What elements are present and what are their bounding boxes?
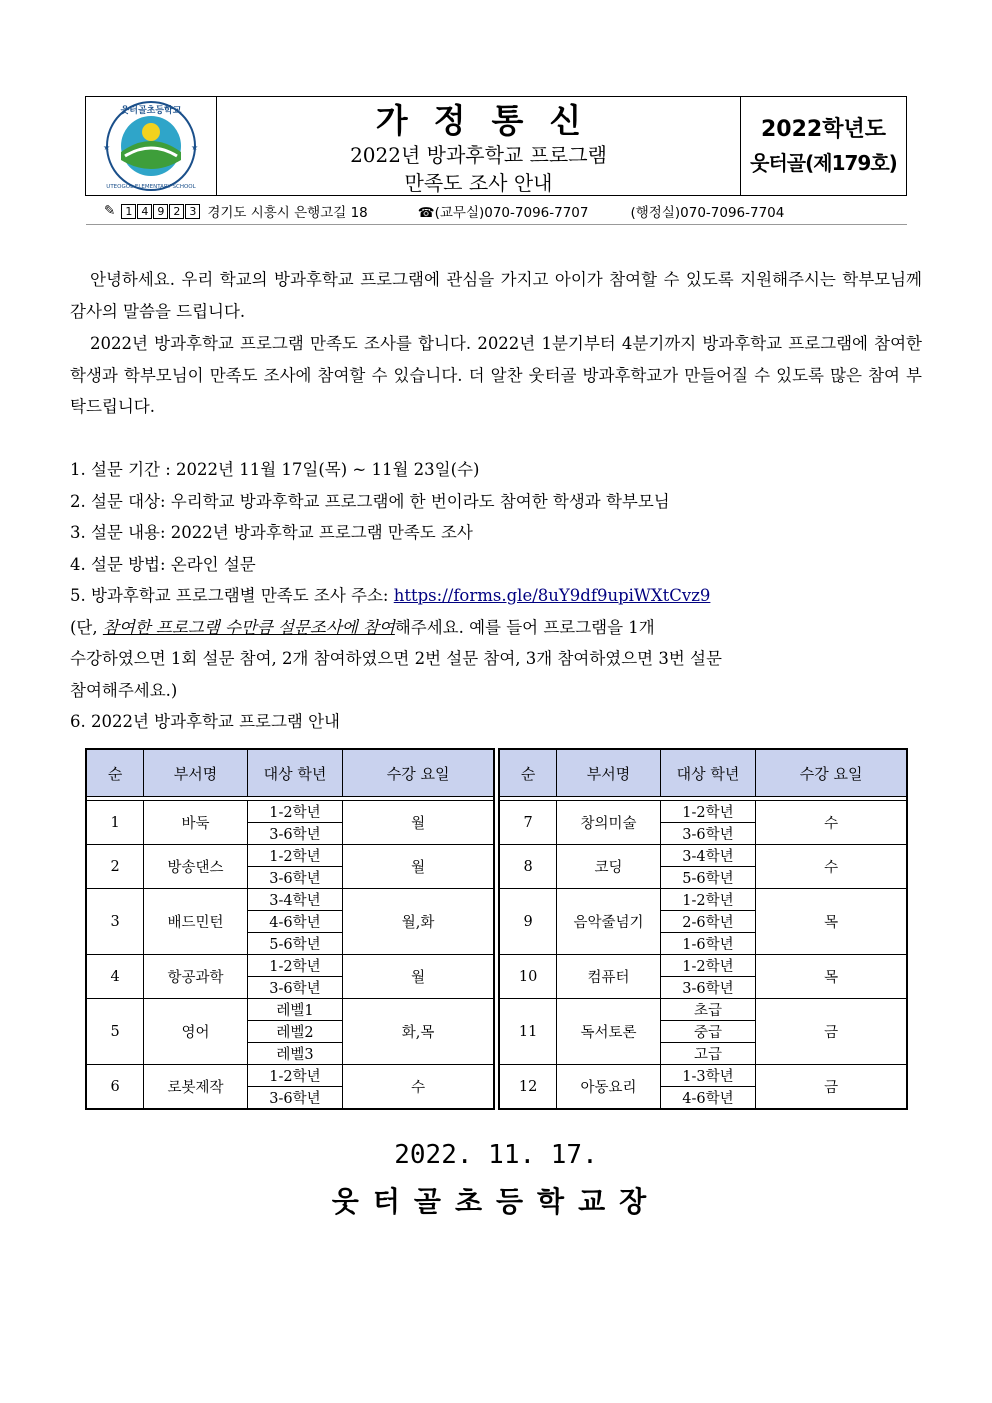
program-grade: 1-2학년 xyxy=(660,889,756,911)
issue-date: 2022. 11. 17. xyxy=(394,1140,598,1170)
table-row xyxy=(499,801,907,823)
program-grade: 레벨1 xyxy=(247,999,343,1021)
program-grade: 고급 xyxy=(660,1043,756,1065)
school-year: 2022학년도 xyxy=(761,117,886,142)
mail-icon: ✎ xyxy=(104,203,116,219)
program-number: 10 xyxy=(499,955,557,999)
item-method: 4. 설문 방법: 온라인 설문 xyxy=(70,554,256,574)
item-target: 2. 설문 대상: 우리학교 방과후학교 프로그램에 한 번이라도 참여한 학생과 학부모님 xyxy=(70,491,670,511)
program-day: 월 xyxy=(343,801,494,845)
note-line2: 수강하였으면 1회 설문 참여, 2개 참여하였으면 2번 설문 참여, 3개 참여하였으면 3번 설문 xyxy=(70,649,722,668)
svg-text:★: ★ xyxy=(103,143,111,152)
program-grade: 1-6학년 xyxy=(660,933,756,955)
divider xyxy=(86,224,907,225)
program-grade: 1-2학년 xyxy=(247,1065,343,1087)
program-grade: 중급 xyxy=(660,1021,756,1043)
program-number: 9 xyxy=(499,889,557,955)
program-name: 코딩 xyxy=(557,845,660,889)
street-address: 경기도 시흥시 은행고길 18 xyxy=(207,205,368,221)
program-grade: 3-6학년 xyxy=(660,823,756,845)
program-grade: 5-6학년 xyxy=(247,933,343,955)
program-name: 방송댄스 xyxy=(144,845,247,889)
item-program-guide: 6. 2022년 방과후학교 프로그램 안내 xyxy=(70,712,340,731)
table-row xyxy=(499,889,907,911)
program-grade: 3-4학년 xyxy=(247,889,343,911)
table-header-cell: 부서명 xyxy=(144,749,247,797)
program-grade: 3-6학년 xyxy=(247,867,343,889)
table-row xyxy=(499,999,907,1021)
table-row xyxy=(86,955,494,977)
program-name: 음악줄넘기 xyxy=(557,889,660,955)
program-grade: 1-3학년 xyxy=(660,1065,756,1087)
program-number: 4 xyxy=(86,955,144,999)
header-title-block xyxy=(217,97,741,195)
program-number: 12 xyxy=(499,1065,557,1110)
program-name: 배드민턴 xyxy=(144,889,247,955)
program-table-left xyxy=(85,748,495,1110)
zip-digit: 1 xyxy=(121,204,136,219)
issue-number: 웃터골(제179호) xyxy=(750,151,897,175)
program-grade: 레벨3 xyxy=(247,1043,343,1065)
program-number: 3 xyxy=(86,889,144,955)
program-day: 수 xyxy=(756,801,907,845)
table-header-cell: 수강 요일 xyxy=(343,749,494,797)
zip-code xyxy=(121,204,201,219)
program-grade: 3-6학년 xyxy=(247,823,343,845)
table-row xyxy=(86,845,494,867)
table-header-cell: 대상 학년 xyxy=(247,749,343,797)
table-row xyxy=(499,845,907,867)
program-grade: 초급 xyxy=(660,999,756,1021)
program-name: 항공과학 xyxy=(144,955,247,999)
program-number: 11 xyxy=(499,999,557,1065)
school-logo xyxy=(86,97,217,195)
program-grade: 3-4학년 xyxy=(660,845,756,867)
program-day: 금 xyxy=(756,999,907,1065)
note-line3: 참여해주세요.) xyxy=(70,680,178,700)
item-address xyxy=(70,580,922,612)
program-day: 수 xyxy=(756,845,907,889)
program-grade: 2-6학년 xyxy=(660,911,756,933)
logo-text-top: 웃터골초등학교 xyxy=(120,106,182,116)
program-day: 월 xyxy=(343,845,494,889)
program-number: 2 xyxy=(86,845,144,889)
page-title: 가정통신 xyxy=(375,101,608,140)
program-number: 1 xyxy=(86,801,144,845)
program-grade: 3-6학년 xyxy=(247,977,343,999)
program-grade: 4-6학년 xyxy=(247,911,343,933)
program-name: 아동요리 xyxy=(557,1065,660,1110)
program-number: 7 xyxy=(499,801,557,845)
table-header-cell: 순 xyxy=(499,749,557,797)
program-number: 6 xyxy=(86,1065,144,1110)
program-day: 화,목 xyxy=(343,999,494,1065)
program-day: 금 xyxy=(756,1065,907,1110)
svg-text:★: ★ xyxy=(191,143,199,152)
intro-paragraph-1: 안녕하세요. 우리 학교의 방과후학교 프로그램에 관심을 가지고 아이가 참여할 수 있도록 지원해주시는 학부모님께 감사의 말씀을 드립니다. xyxy=(70,270,922,321)
zip-digit: 2 xyxy=(169,204,184,219)
table-header-cell: 부서명 xyxy=(557,749,660,797)
table-row xyxy=(86,999,494,1021)
logo-text-bottom: UTEOGOL ELEMENTARY SCHOOL xyxy=(106,184,196,190)
table-row xyxy=(86,801,494,823)
program-number: 8 xyxy=(499,845,557,889)
program-day: 월 xyxy=(343,955,494,999)
program-day: 월,화 xyxy=(343,889,494,955)
table-row xyxy=(499,955,907,977)
table-header-row xyxy=(86,749,494,797)
table-header-cell: 순 xyxy=(86,749,144,797)
subtitle-line1: 2022년 방과후학교 프로그램 xyxy=(350,143,607,167)
address-line xyxy=(104,201,906,221)
program-name: 컴퓨터 xyxy=(557,955,660,999)
program-day: 목 xyxy=(756,955,907,999)
newsletter-header xyxy=(85,96,907,196)
program-grade: 1-2학년 xyxy=(660,955,756,977)
table-row xyxy=(86,889,494,911)
program-table-right xyxy=(498,748,908,1110)
principal-signature: 웃터골초등학교장 xyxy=(331,1185,661,1218)
header-issue-block xyxy=(741,97,906,195)
table-row xyxy=(86,1065,494,1087)
table-header-cell: 수강 요일 xyxy=(756,749,907,797)
table-header-cell: 대상 학년 xyxy=(660,749,756,797)
program-name: 창의미술 xyxy=(557,801,660,845)
school-emblem-icon xyxy=(95,100,207,192)
program-grade: 5-6학년 xyxy=(660,867,756,889)
table-row xyxy=(499,1065,907,1087)
program-day: 목 xyxy=(756,889,907,955)
note-post: 해주세요. 예를 들어 프로그램을 1개 xyxy=(394,617,655,637)
phone-admin: (행정실)070-7096-7704 xyxy=(630,205,785,221)
item-period: 1. 설문 기간 : 2022년 11월 17일(목) ~ 11월 23일(수) xyxy=(70,460,480,479)
note-emphasis: 참여한 프로그램 수만큼 설문조사에 참여 xyxy=(102,617,395,637)
note-pre: (단, xyxy=(70,617,103,637)
program-day: 수 xyxy=(343,1065,494,1110)
program-name: 영어 xyxy=(144,999,247,1065)
phone-office: ☎(교무실)070-7096-7707 xyxy=(417,205,589,221)
program-name: 독서토론 xyxy=(557,999,660,1065)
intro-paragraph-2: 2022년 방과후학교 프로그램 만족도 조사를 합니다. 2022년 1분기부터 4분기까지 방과후학교 프로그램에 참여한 학생과 학부모님이 만족도 조사에 참여할 수 있습니다. 더 알찬 웃터골 방과후학교가 만들어질 수 있도록 많은 참여 부탁드립니다. xyxy=(70,334,922,416)
survey-link[interactable]: https://forms.gle/8uY9df9upiWXtCvz9 xyxy=(393,586,711,605)
program-grade: 3-6학년 xyxy=(660,977,756,999)
program-grade: 1-2학년 xyxy=(247,955,343,977)
table-header-row xyxy=(499,749,907,797)
program-number: 5 xyxy=(86,999,144,1065)
program-grade: 3-6학년 xyxy=(247,1087,343,1110)
program-grade: 레벨2 xyxy=(247,1021,343,1043)
program-name: 바둑 xyxy=(144,801,247,845)
program-grade: 4-6학년 xyxy=(660,1087,756,1110)
zip-digit: 3 xyxy=(185,204,200,219)
program-name: 로봇제작 xyxy=(144,1065,247,1110)
zip-digit: 4 xyxy=(137,204,152,219)
note-line1 xyxy=(70,612,922,644)
program-grade: 1-2학년 xyxy=(660,801,756,823)
survey-details xyxy=(70,454,922,738)
item-address-label: 5. 방과후학교 프로그램별 만족도 조사 주소: xyxy=(70,586,394,605)
program-grade: 1-2학년 xyxy=(247,845,343,867)
program-grade: 1-2학년 xyxy=(247,801,343,823)
subtitle-line2: 만족도 조사 안내 xyxy=(404,171,553,195)
zip-digit: 9 xyxy=(153,204,168,219)
item-content: 3. 설문 내용: 2022년 방과후학교 프로그램 만족도 조사 xyxy=(70,523,473,542)
